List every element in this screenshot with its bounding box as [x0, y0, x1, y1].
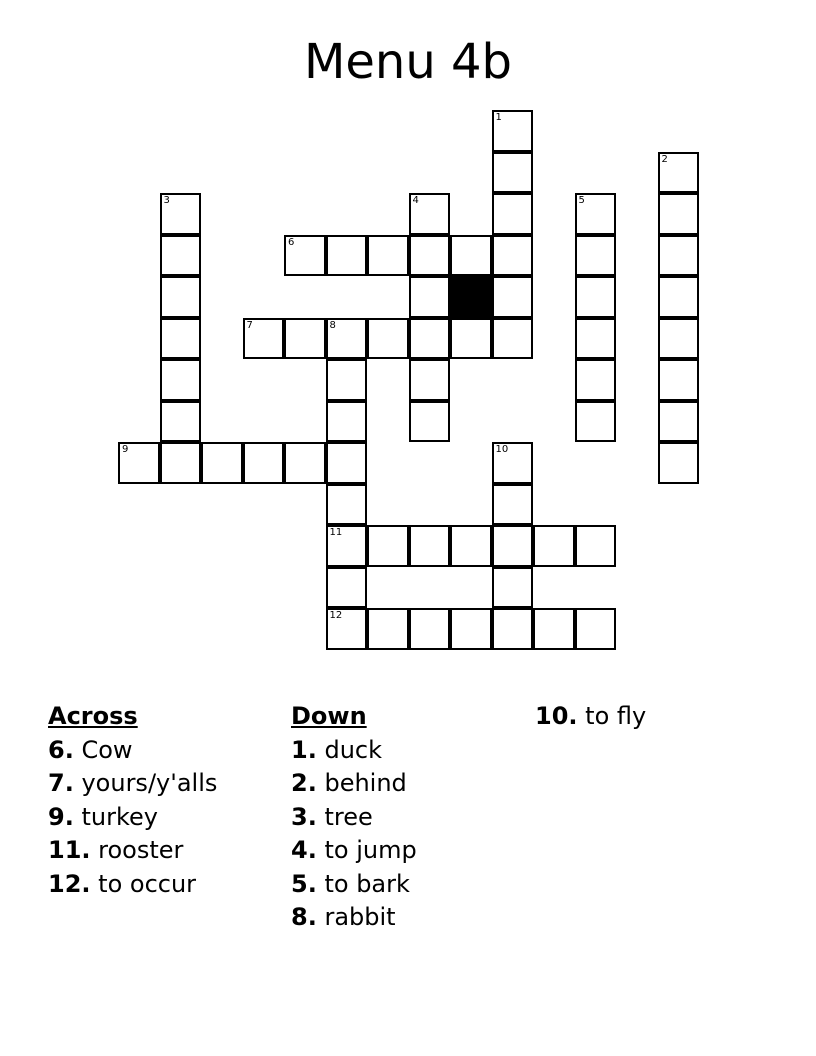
grid-cell[interactable]: [492, 193, 534, 235]
grid-cell[interactable]: [492, 484, 534, 526]
grid-cell[interactable]: [409, 359, 451, 401]
clue-item: [291, 901, 417, 935]
clue-number: 1: [495, 112, 502, 123]
clue-item-number: 11.: [48, 836, 91, 864]
clue-item-number: 4.: [291, 836, 317, 864]
clue-item: [291, 767, 417, 801]
grid-cell[interactable]: [326, 359, 368, 401]
grid-cell[interactable]: [326, 401, 368, 443]
grid-cell[interactable]: [409, 193, 451, 235]
grid-cell[interactable]: [658, 401, 700, 443]
grid-cell[interactable]: [409, 525, 451, 567]
grid-cell[interactable]: [492, 110, 534, 152]
grid-cell[interactable]: [575, 276, 617, 318]
clue-number: 12: [329, 610, 343, 621]
grid-cell[interactable]: [658, 276, 700, 318]
grid-cell[interactable]: [409, 235, 451, 277]
clue-item-number: 2.: [291, 769, 317, 797]
grid-cell[interactable]: [326, 525, 368, 567]
clue-number: 10: [495, 444, 509, 455]
grid-cell[interactable]: [326, 484, 368, 526]
grid-cell[interactable]: [450, 608, 492, 650]
clue-item-text: to bark: [324, 869, 410, 898]
clue-item-number: 9.: [48, 802, 74, 831]
down-clues-continued: [535, 700, 646, 734]
clue-item: [291, 801, 417, 835]
grid-cell[interactable]: [284, 318, 326, 360]
grid-cell[interactable]: [575, 235, 617, 277]
clue-item: [48, 868, 217, 902]
clue-number: 4: [412, 195, 419, 206]
grid-cell[interactable]: [533, 525, 575, 567]
clue-item-text: to jump: [324, 836, 417, 864]
grid-cell[interactable]: [492, 442, 534, 484]
clue-item: [535, 700, 646, 734]
grid-cell[interactable]: [160, 318, 202, 360]
clue-item-number: 3.: [291, 802, 317, 831]
clue-item-text: tree: [324, 802, 373, 831]
clue-item: [48, 734, 217, 768]
clue-item: [291, 834, 417, 868]
grid-cell[interactable]: [492, 318, 534, 360]
grid-cell[interactable]: [160, 359, 202, 401]
clue-item: [291, 734, 417, 768]
clue-item-number: 5.: [291, 869, 317, 898]
grid-cell[interactable]: [409, 318, 451, 360]
grid-cell[interactable]: [658, 193, 700, 235]
clue-item-number: 12.: [48, 869, 91, 898]
grid-cell[interactable]: [243, 442, 285, 484]
clue-number: 7: [246, 319, 253, 331]
grid-cell[interactable]: [284, 442, 326, 484]
grid-cell[interactable]: [367, 318, 409, 360]
clue-item: [48, 767, 217, 801]
grid-cell[interactable]: [450, 525, 492, 567]
clue-item-text: turkey: [81, 802, 158, 831]
grid-cell[interactable]: [658, 152, 700, 194]
grid-cell[interactable]: [201, 442, 243, 484]
across-heading: Across: [48, 702, 138, 730]
grid-cell[interactable]: [326, 235, 368, 277]
grid-cell[interactable]: [658, 359, 700, 401]
grid-cell[interactable]: [243, 318, 285, 360]
grid-cell[interactable]: [492, 276, 534, 318]
clue-item-text: rooster: [98, 836, 184, 864]
clue-item-number: 7.: [48, 769, 74, 797]
grid-cell[interactable]: [160, 401, 202, 443]
grid-cell[interactable]: [409, 608, 451, 650]
grid-cell[interactable]: [575, 608, 617, 650]
grid-cell[interactable]: [492, 567, 534, 609]
grid-cell[interactable]: [160, 235, 202, 277]
grid-cell[interactable]: [533, 608, 575, 650]
grid-cell[interactable]: [409, 401, 451, 443]
clue-item-text: behind: [324, 769, 407, 797]
grid-cell[interactable]: [575, 525, 617, 567]
clue-item-text: Cow: [81, 735, 133, 764]
clue-item-text: duck: [324, 735, 383, 764]
clue-item-number: 1.: [291, 735, 317, 764]
grid-cell[interactable]: [492, 152, 534, 194]
clue-item-text: yours/y'alls: [81, 769, 218, 797]
grid-cell[interactable]: [160, 442, 202, 484]
clue-item-text: to fly: [585, 702, 647, 730]
grid-cell[interactable]: [575, 359, 617, 401]
grid-cell[interactable]: [658, 318, 700, 360]
down-heading: Down: [291, 702, 367, 730]
grid-cell[interactable]: [450, 318, 492, 360]
clue-item: [48, 801, 217, 835]
grid-cell[interactable]: [118, 442, 160, 484]
grid-cell[interactable]: [367, 235, 409, 277]
grid-cell[interactable]: [492, 235, 534, 277]
clue-item-number: 6.: [48, 735, 74, 764]
grid-cell[interactable]: [450, 235, 492, 277]
across-clues: [48, 700, 217, 901]
block-cell: [450, 276, 492, 318]
grid-cell[interactable]: [160, 193, 202, 235]
clue-number: 3: [163, 195, 170, 206]
clue-number: 9: [122, 444, 129, 455]
clue-item-text: rabbit: [324, 903, 396, 931]
grid-cell[interactable]: [367, 525, 409, 567]
clue-item: [291, 868, 417, 902]
grid-cell[interactable]: [326, 567, 368, 609]
grid-cell[interactable]: [326, 608, 368, 650]
grid-cell[interactable]: [575, 318, 617, 360]
grid-cell[interactable]: [326, 318, 368, 360]
grid-cell[interactable]: [575, 193, 617, 235]
clue-item-number: 10.: [535, 702, 578, 730]
grid-cell[interactable]: [160, 276, 202, 318]
clue-item-number: 8.: [291, 903, 317, 931]
clue-number: 5: [578, 195, 585, 206]
clue-number: 2: [661, 153, 668, 165]
clue-number: 6: [288, 236, 295, 248]
clue-item-text: to occur: [98, 869, 197, 898]
grid-cell[interactable]: [658, 235, 700, 277]
grid-cell[interactable]: [658, 442, 700, 484]
clue-number: 8: [329, 319, 336, 331]
grid-cell[interactable]: [492, 608, 534, 650]
puzzle-title: Menu 4b: [303, 34, 513, 90]
clue-item: [48, 834, 217, 868]
grid-cell[interactable]: [326, 442, 368, 484]
down-clues: [291, 700, 417, 935]
grid-cell[interactable]: [492, 525, 534, 567]
grid-cell[interactable]: [367, 608, 409, 650]
grid-cell[interactable]: [575, 401, 617, 443]
grid-cell[interactable]: [409, 276, 451, 318]
grid-cell[interactable]: [284, 235, 326, 277]
clue-number: 11: [329, 527, 343, 538]
